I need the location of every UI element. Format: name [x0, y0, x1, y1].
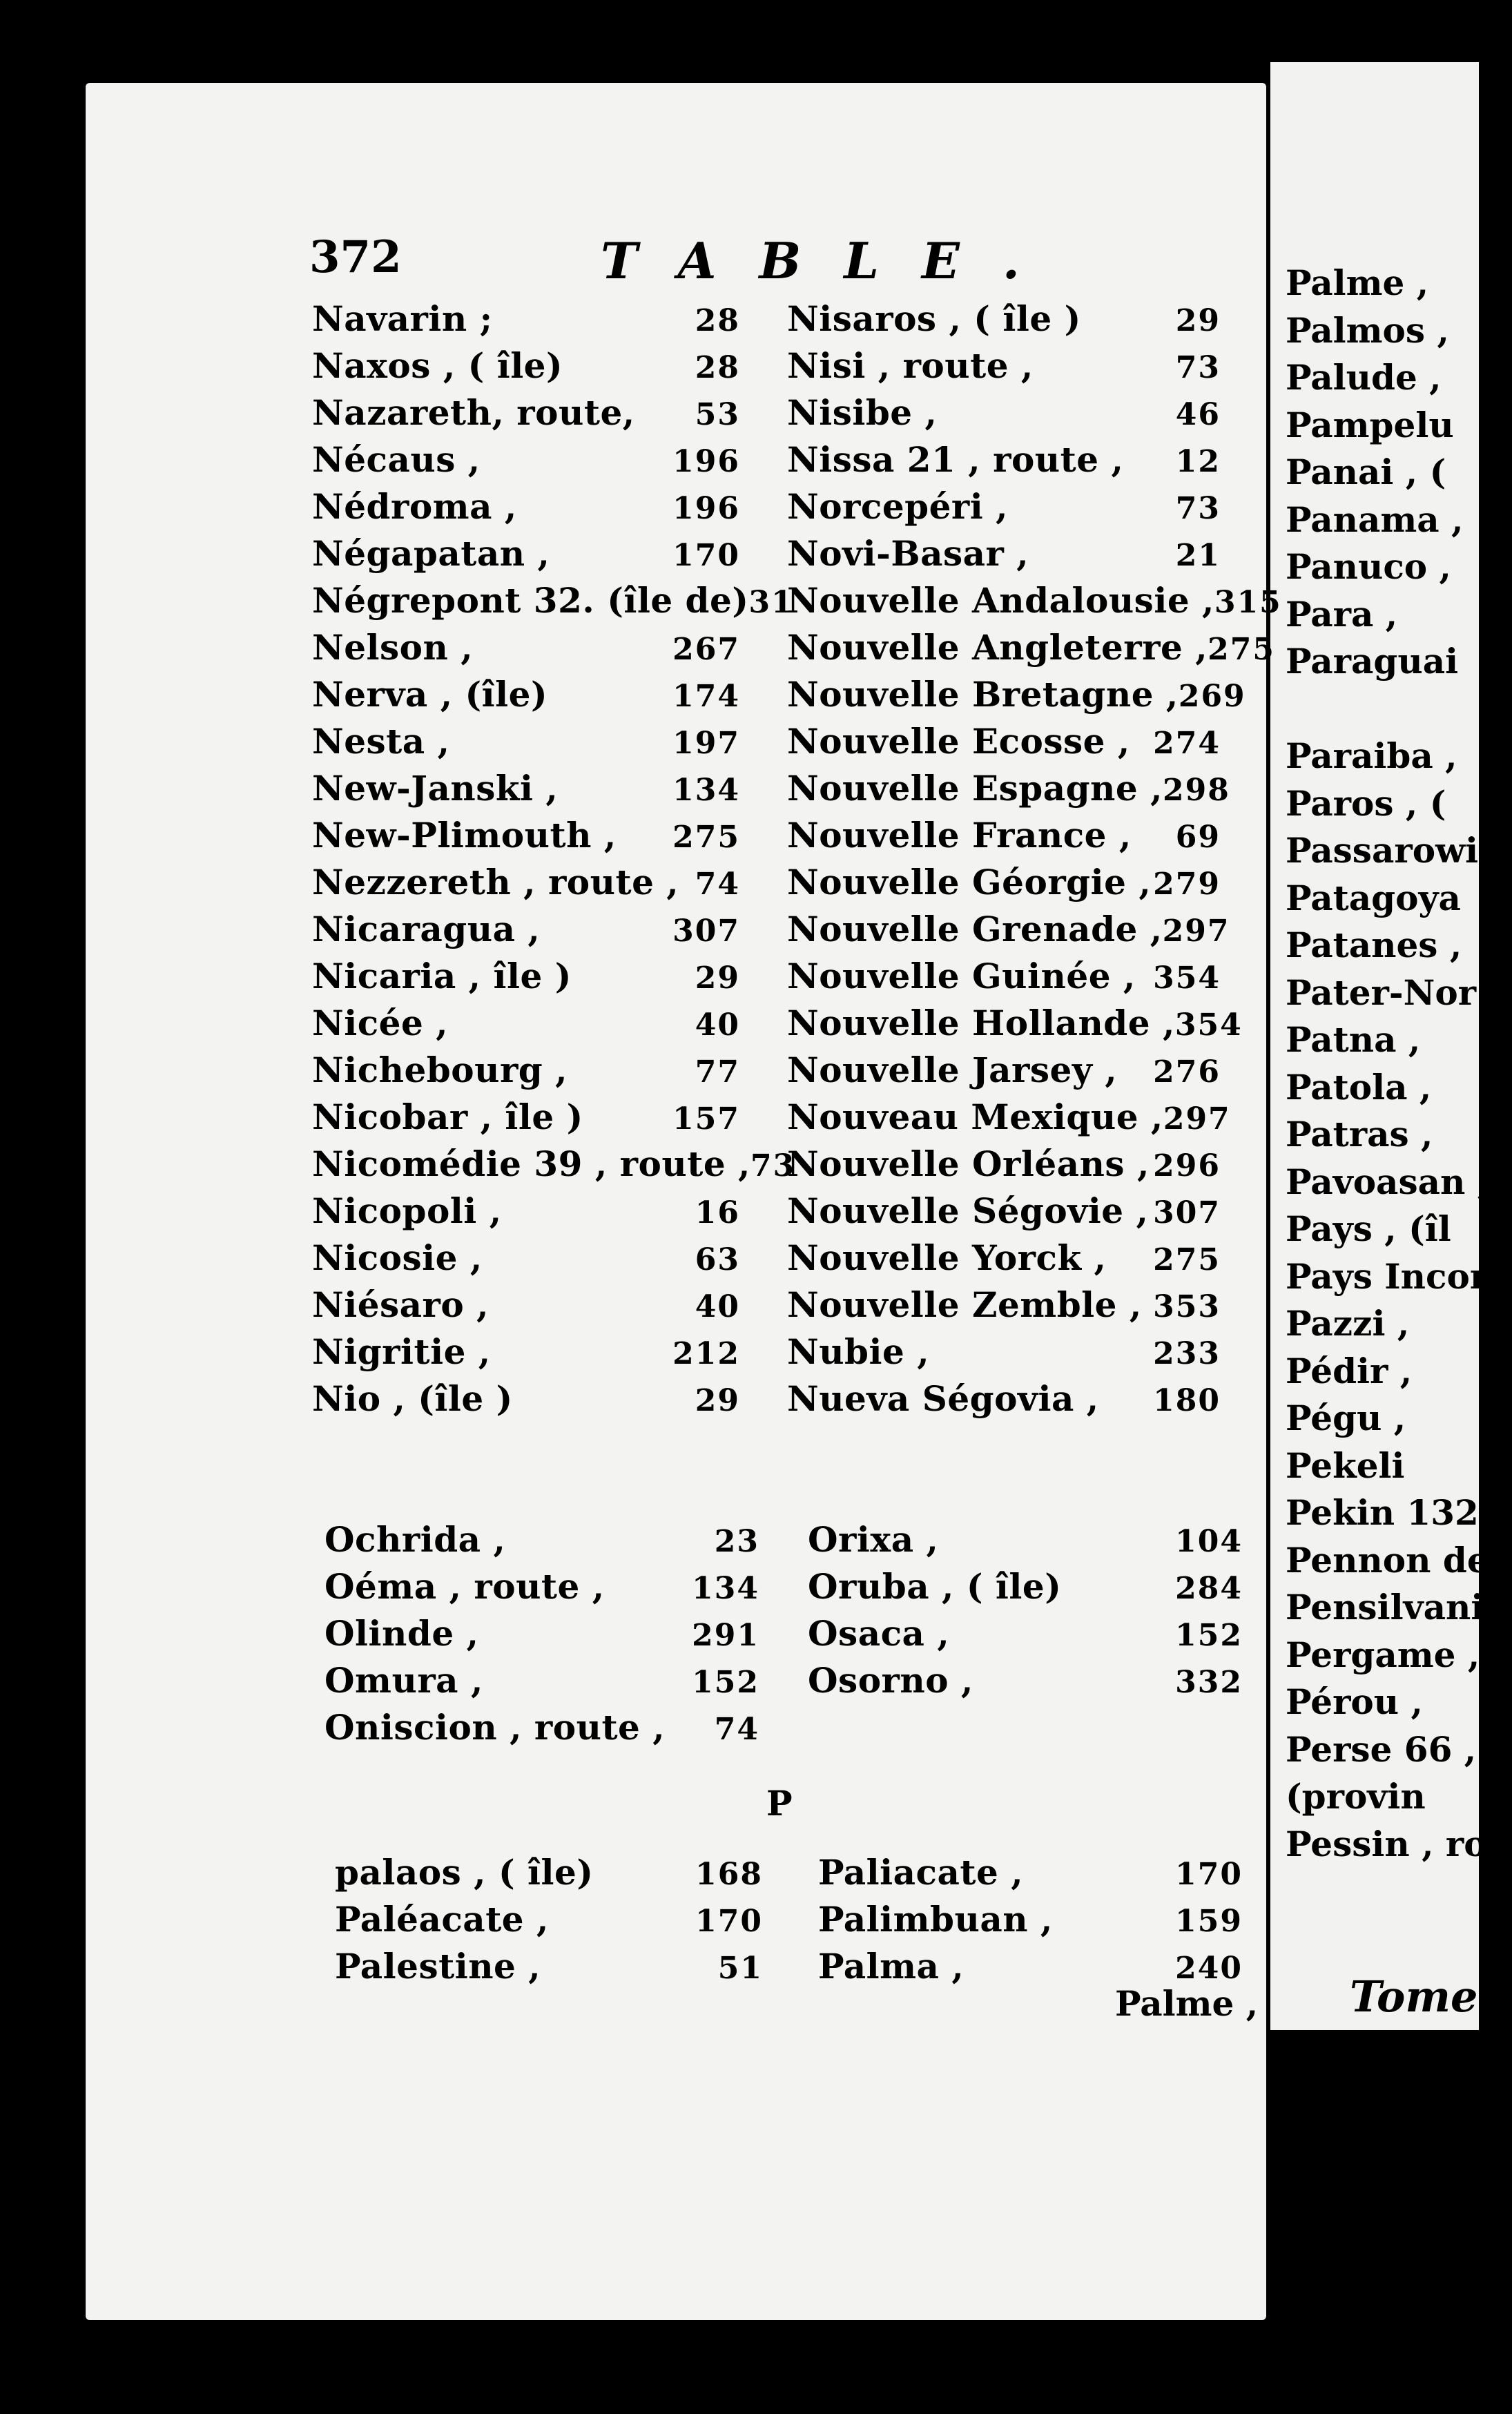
entry-name: Palimbuan ,	[818, 1899, 1053, 1940]
index-entry	[312, 1378, 740, 1425]
entry-page-number: 134	[692, 1571, 759, 1606]
index-entry	[312, 956, 740, 1003]
entry-name: palaos , ( île)	[335, 1852, 594, 1893]
index-entry	[312, 1284, 740, 1331]
facing-entry: Pekeli	[1286, 1445, 1405, 1486]
index-entry	[808, 1519, 1243, 1566]
facing-entry: Pavoasan ,	[1286, 1161, 1490, 1202]
entry-page-number: 275	[1153, 1242, 1221, 1277]
entry-page-number: 134	[672, 773, 740, 808]
entry-name: Nicée ,	[312, 1003, 449, 1043]
facing-entry: Pérou ,	[1286, 1681, 1423, 1722]
entry-name: Nouvelle Géorgie ,	[787, 862, 1152, 902]
entry-name: Nisibe ,	[787, 392, 938, 433]
entry-page-number: 77	[695, 1054, 740, 1090]
entry-name: Oéma , route ,	[324, 1566, 605, 1607]
entry-page-number: 16	[695, 1195, 740, 1230]
index-entry	[787, 580, 1282, 627]
entry-page-number: 297	[1162, 914, 1230, 949]
facing-entry: Panai , (	[1286, 452, 1446, 492]
facing-entry: Paraiba ,	[1286, 735, 1457, 776]
page-number: 372	[309, 231, 402, 283]
entry-page-number: 40	[695, 1289, 740, 1324]
index-entry	[312, 674, 740, 721]
catchword: Palme ,	[1115, 1983, 1259, 2024]
index-entry	[312, 1050, 740, 1097]
index-entry	[787, 956, 1221, 1003]
index-entry	[324, 1519, 759, 1566]
entry-page-number: 31	[748, 585, 794, 620]
facing-entry: (provin	[1286, 1776, 1426, 1817]
entry-name: Osaca ,	[808, 1613, 950, 1654]
index-entry	[324, 1660, 759, 1707]
facing-entry: Pampelu	[1286, 404, 1454, 445]
index-entry	[787, 674, 1246, 721]
entry-page-number: 275	[1208, 632, 1275, 667]
facing-entry: Pekin 132	[1286, 1492, 1479, 1533]
index-entry	[312, 1190, 740, 1237]
entry-page-number: 284	[1175, 1571, 1243, 1606]
entry-name: Nouvelle Espagne ,	[787, 768, 1163, 809]
index-entry	[312, 627, 740, 674]
facing-entry: Pater-Nor	[1286, 972, 1477, 1013]
entry-name: Nouvelle Orléans ,	[787, 1143, 1150, 1184]
entry-name: Paléacate ,	[335, 1899, 549, 1940]
index-entry	[312, 392, 740, 439]
entry-name: Nouvelle Ecosse ,	[787, 721, 1130, 762]
entry-name: Navarin ;	[312, 298, 493, 339]
facing-entry: Para ,	[1286, 593, 1398, 635]
index-entry	[787, 721, 1221, 768]
index-entry	[787, 1003, 1243, 1050]
facing-entry: Palmos ,	[1286, 309, 1449, 351]
running-title: TABLE.	[601, 231, 1063, 290]
index-entry	[787, 909, 1230, 956]
entry-name: Nédroma ,	[312, 486, 517, 527]
entry-page-number: 152	[1175, 1618, 1243, 1653]
entry-name: Nichebourg ,	[312, 1050, 568, 1090]
entry-name: Négapatan ,	[312, 533, 550, 574]
facing-entry: Pays , (îl	[1286, 1208, 1451, 1249]
entry-name: Osorno ,	[808, 1660, 973, 1701]
index-entry	[787, 1050, 1221, 1097]
entry-name: Nigritie ,	[312, 1331, 491, 1372]
index-entry	[818, 1899, 1243, 1946]
entry-page-number: 168	[695, 1857, 763, 1892]
index-entry	[787, 439, 1221, 486]
index-entry	[312, 1097, 740, 1143]
entry-page-number: 73	[1175, 491, 1221, 526]
index-entry	[324, 1613, 759, 1660]
index-entry	[787, 1097, 1231, 1143]
entry-page-number: 354	[1174, 1007, 1243, 1043]
entry-name: Nouvelle Guinée ,	[787, 956, 1136, 996]
index-entry	[312, 1143, 796, 1190]
index-entry	[787, 862, 1221, 909]
index-entry	[335, 1899, 763, 1946]
entry-name: Nicobar , île )	[312, 1097, 583, 1137]
entry-page-number: 74	[714, 1712, 759, 1747]
entry-name: Niésaro ,	[312, 1284, 490, 1325]
index-entry	[312, 909, 740, 956]
entry-page-number: 29	[695, 960, 740, 996]
facing-entry: Palude ,	[1286, 357, 1442, 398]
index-entry	[312, 486, 740, 533]
index-entry	[808, 1566, 1243, 1613]
facing-entry: Patanes ,	[1286, 925, 1462, 965]
entry-name: Nelson ,	[312, 627, 474, 668]
entry-name: New-Plimouth ,	[312, 815, 617, 856]
index-entry	[312, 345, 740, 392]
index-entry	[324, 1707, 759, 1754]
facing-entry: Patola ,	[1286, 1066, 1432, 1108]
entry-page-number: 51	[717, 1951, 763, 1986]
entry-name: New-Janski ,	[312, 768, 559, 809]
index-entry	[787, 1237, 1221, 1284]
facing-entry: Panama ,	[1286, 499, 1464, 540]
facing-entry: Pensilvanie	[1286, 1587, 1506, 1628]
entry-name: Nubie ,	[787, 1331, 930, 1372]
entry-name: Nécaus ,	[312, 439, 481, 480]
entry-name: Nouvelle Angleterre ,	[787, 627, 1208, 668]
signature-tome: Tome	[1350, 1971, 1478, 2022]
index-entry	[312, 768, 740, 815]
entry-page-number: 307	[672, 914, 740, 949]
entry-page-number: 170	[695, 1904, 763, 1939]
entry-name: Nicaragua ,	[312, 909, 541, 949]
entry-page-number: 104	[1175, 1524, 1243, 1559]
entry-page-number: 353	[1153, 1289, 1221, 1324]
index-entry	[787, 1143, 1221, 1190]
entry-name: Nicosie ,	[312, 1237, 483, 1278]
entry-name: Oruba , ( île)	[808, 1566, 1062, 1607]
entry-name: Orixa ,	[808, 1519, 939, 1560]
entry-name: Nueva Ségovia ,	[787, 1378, 1099, 1419]
facing-entry: Palme ,	[1286, 262, 1429, 303]
gutter	[1268, 62, 1270, 2341]
facing-entry: Paros , (	[1286, 782, 1446, 824]
index-entry	[787, 298, 1221, 345]
entry-page-number: 279	[1153, 867, 1221, 902]
entry-name: Nissa 21 , route ,	[787, 439, 1124, 480]
entry-page-number: 28	[695, 303, 740, 338]
entry-name: Norcepéri ,	[787, 486, 1009, 527]
facing-entry: Pazzi ,	[1286, 1303, 1410, 1344]
entry-name: Naxos , ( île)	[312, 345, 563, 386]
index-entry	[808, 1660, 1243, 1707]
entry-page-number: 73	[750, 1148, 796, 1184]
entry-page-number: 170	[672, 538, 740, 573]
index-entry	[787, 1284, 1221, 1331]
entry-page-number: 12	[1175, 444, 1221, 479]
entry-page-number: 74	[695, 867, 740, 902]
entry-page-number: 233	[1153, 1336, 1221, 1371]
entry-page-number: 291	[692, 1618, 759, 1653]
entry-page-number: 28	[695, 350, 740, 385]
index-entry	[335, 1946, 763, 1993]
facing-entry: Pennon de	[1286, 1539, 1489, 1581]
entry-page-number: 29	[695, 1383, 740, 1418]
facing-entry: Pessin , rou	[1286, 1823, 1512, 1864]
entry-name: Nouveau Mexique ,	[787, 1097, 1163, 1137]
facing-entry: Passarowi	[1286, 830, 1479, 871]
entry-page-number: 157	[672, 1101, 740, 1137]
entry-page-number: 296	[1153, 1148, 1221, 1184]
index-entry	[312, 580, 794, 627]
facing-entry: Perse 66 ,	[1286, 1728, 1477, 1770]
entry-name: Nouvelle Andalousie ,	[787, 580, 1214, 621]
entry-page-number: 174	[672, 679, 740, 714]
entry-page-number: 23	[714, 1524, 759, 1559]
entry-page-number: 267	[672, 632, 740, 667]
entry-name: Nio , (île )	[312, 1378, 513, 1419]
entry-name: Oniscion , route ,	[324, 1707, 666, 1748]
entry-page-number: 170	[1175, 1857, 1243, 1892]
facing-entry: Panuco ,	[1286, 546, 1451, 587]
entry-name: Nicomédie 39 , route ,	[312, 1143, 750, 1184]
index-entry	[787, 1378, 1221, 1425]
entry-page-number: 21	[1175, 538, 1221, 573]
index-entry	[312, 1331, 740, 1378]
entry-name: Nesta ,	[312, 721, 450, 762]
entry-page-number: 29	[1175, 303, 1221, 338]
entry-page-number: 40	[695, 1007, 740, 1043]
facing-entry: Patna ,	[1286, 1019, 1421, 1060]
facing-entry: Pédir ,	[1286, 1350, 1413, 1391]
entry-page-number: 269	[1178, 679, 1246, 714]
entry-page-number: 46	[1175, 397, 1221, 432]
index-entry	[787, 1190, 1221, 1237]
entry-page-number: 240	[1175, 1951, 1243, 1986]
entry-page-number: 297	[1163, 1101, 1231, 1137]
index-entry	[312, 1237, 740, 1284]
entry-name: Nouvelle France ,	[787, 815, 1132, 856]
entry-name: Paliacate ,	[818, 1852, 1024, 1893]
index-entry	[808, 1613, 1243, 1660]
entry-page-number: 196	[672, 491, 740, 526]
index-entry	[787, 627, 1275, 674]
entry-page-number: 197	[672, 726, 740, 761]
entry-name: Nicopoli ,	[312, 1190, 502, 1231]
entry-page-number: 298	[1163, 773, 1230, 808]
facing-entry: Pergame ,	[1286, 1634, 1480, 1675]
entry-name: Olinde ,	[324, 1613, 479, 1654]
facing-entry: Paraguai	[1286, 641, 1459, 682]
entry-name: Nezzereth , route ,	[312, 862, 679, 902]
facing-entry: Pégu ,	[1286, 1398, 1406, 1438]
index-entry	[787, 533, 1221, 580]
entry-page-number: 73	[1175, 350, 1221, 385]
entry-page-number: 354	[1153, 960, 1221, 996]
entry-name: Nazareth, route,	[312, 392, 635, 433]
entry-page-number: 274	[1153, 726, 1221, 761]
entry-page-number: 196	[672, 444, 740, 479]
entry-page-number: 159	[1175, 1904, 1243, 1939]
index-entry	[818, 1852, 1243, 1899]
index-entry	[312, 815, 740, 862]
index-entry	[312, 298, 740, 345]
index-entry	[335, 1852, 763, 1899]
entry-name: Nouvelle Grenade ,	[787, 909, 1163, 949]
index-entry	[787, 345, 1221, 392]
index-entry	[787, 768, 1230, 815]
index-entry	[787, 815, 1221, 862]
entry-name: Nouvelle Ségovie ,	[787, 1190, 1149, 1231]
entry-name: Palma ,	[818, 1946, 965, 1987]
entry-page-number: 212	[672, 1336, 740, 1371]
entry-name: Nicaria , île )	[312, 956, 572, 996]
section-letter-p: P	[766, 1783, 793, 1824]
entry-page-number: 332	[1175, 1665, 1243, 1700]
facing-entry: Patagoya	[1286, 877, 1461, 918]
index-entry	[312, 862, 740, 909]
entry-page-number: 307	[1153, 1195, 1221, 1230]
index-entry	[324, 1566, 759, 1613]
entry-page-number: 275	[672, 820, 740, 855]
entry-name: Omura ,	[324, 1660, 483, 1701]
entry-name: Novi-Basar ,	[787, 533, 1029, 574]
facing-entry: Pays Incon	[1286, 1255, 1495, 1297]
entry-name: Nouvelle Zemble ,	[787, 1284, 1142, 1325]
entry-page-number: 180	[1153, 1383, 1221, 1418]
index-entry	[787, 1331, 1221, 1378]
entry-name: Nouvelle Bretagne ,	[787, 674, 1179, 715]
entry-name: Nisi , route ,	[787, 345, 1034, 386]
entry-page-number: 152	[692, 1665, 759, 1700]
index-entry	[312, 439, 740, 486]
index-entry	[787, 486, 1221, 533]
entry-name: Nouvelle Jarsey ,	[787, 1050, 1118, 1090]
entry-page-number: 53	[695, 397, 740, 432]
entry-name: Nisaros , ( île )	[787, 298, 1081, 339]
entry-name: Palestine ,	[335, 1946, 541, 1987]
index-entry	[312, 1003, 740, 1050]
entry-name: Nouvelle Yorck ,	[787, 1237, 1107, 1278]
index-entry	[312, 533, 740, 580]
entry-page-number: 63	[695, 1242, 740, 1277]
index-entry	[312, 721, 740, 768]
facing-entry: Patras ,	[1286, 1114, 1433, 1155]
entry-name: Négrepont 32. (île de)	[312, 580, 749, 621]
index-entry	[787, 392, 1221, 439]
entry-name: Nouvelle Hollande ,	[787, 1003, 1175, 1043]
entry-page-number: 276	[1153, 1054, 1221, 1090]
entry-name: Ochrida ,	[324, 1519, 506, 1560]
entry-name: Nerva , (île)	[312, 674, 548, 715]
entry-page-number: 69	[1175, 820, 1221, 855]
entry-page-number: 315	[1214, 585, 1282, 620]
